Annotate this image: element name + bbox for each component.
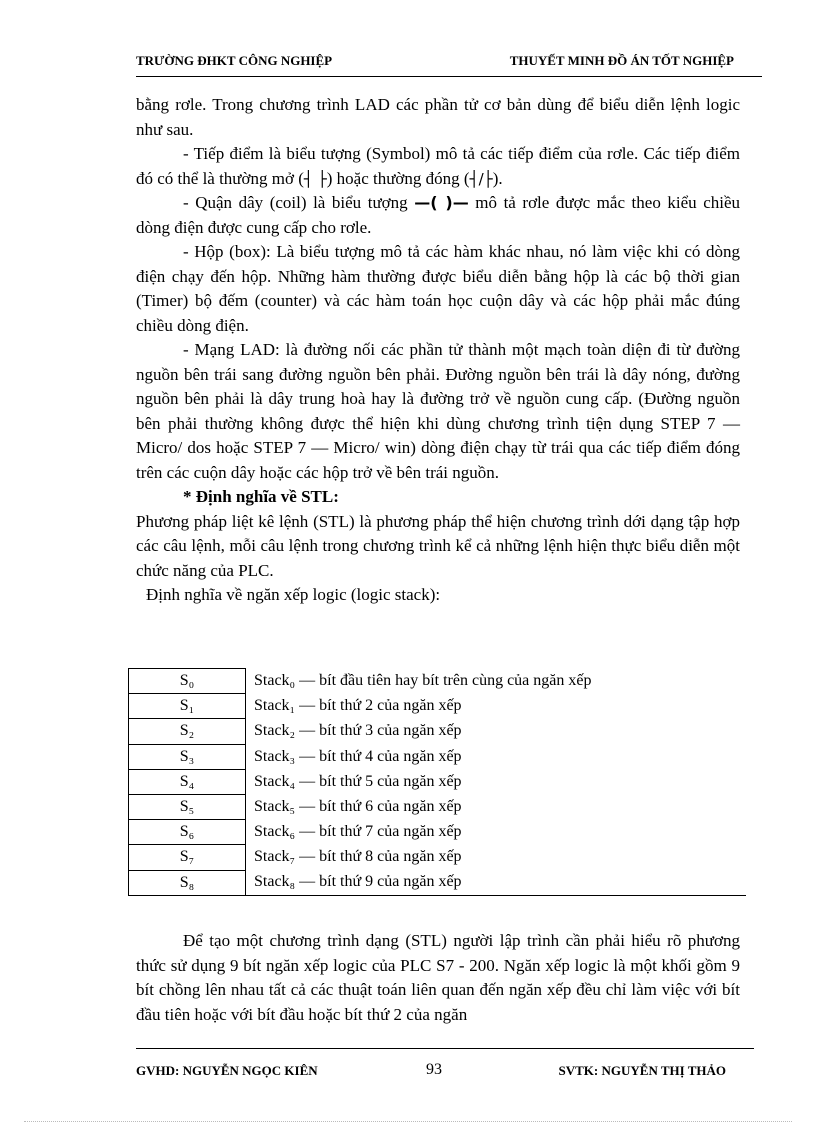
paragraph-stl: Phương pháp liệt kê lệnh (STL) là phương pháp thể hiện chương trình dới dạng tập hợp các câu lệnh, mỗi câu lệnh trong chương trình kể cả những lệnh hiện thực biểu diễn một chức năng của PLC.: [136, 511, 740, 580]
stack-register: S₀: [129, 669, 246, 694]
stack-description: Stack₄ — bít thứ 5 của ngăn xếp: [254, 772, 462, 790]
stack-description: Stack₃ — bít thứ 4 của ngăn xếp: [254, 747, 462, 765]
contact-text-a: - Tiếp điểm là biểu tượng (Symbol) mô tả các tiếp điểm của rơle. Các tiếp điểm đó có thể là thường mở (: [136, 144, 740, 188]
normally-open-contact-icon: ┤ ├: [303, 169, 327, 188]
page-footer: [136, 1048, 754, 1079]
footer-student: SVTK: NGUYỄN THỊ THẢO: [558, 1063, 726, 1078]
contact-text-b: ) hoặc thường đóng (: [326, 168, 470, 188]
paragraph-stack-usage: Để tạo một chương trình dạng (STL) người lập trình cần phải hiểu rõ phương thức sử dụng 9 bít ngăn xếp logic của PLC S7 - 200. Ngăn xếp logic là một khối gồm 9 bít chồng lên nhau tất cả các thuật toán liên quan đến ngăn xếp đều chỉ làm việc với bít đầu tiên hoặc với bít đầu hoặc bít thứ 2 của ngăn: [136, 931, 740, 1024]
stack-register: S₄: [129, 769, 246, 794]
body-text-bottom: [136, 929, 740, 1027]
paragraph-intro: bằng rơle. Trong chương trình LAD các phần tử cơ bản dùng để biểu diễn lệnh logic như sau.: [136, 95, 740, 139]
header-document-title: THUYẾT MINH ĐỒ ÁN TỐT NGHIỆP: [509, 53, 734, 68]
table-row: [129, 719, 747, 744]
stack-description: Stack₈ — bít thứ 9 của ngăn xếp: [246, 870, 747, 895]
table-row: [129, 769, 747, 794]
stack-register: S₆: [129, 820, 246, 845]
contact-text-c: ).: [492, 168, 503, 188]
stack-description: Stack₁ — bít thứ 2 của ngăn xếp: [254, 697, 462, 715]
coil-text-a: - Quận dây (coil) là biểu tượng: [183, 193, 408, 212]
header-school: TRƯỜNG ĐHKT CÔNG NGHIỆP: [136, 53, 333, 68]
paragraph-lad-network: - Mạng LAD: là đường nối các phần tử thành một mạch toàn diện đi từ đường nguồn bên trái sang đường nguồn bên phải. Đường nguồn bên trái là dây nóng, đường nguồn bên phải là dây trung hoà hay là đường trở về nguồn cung cấp. (Đường nguồn bên phải thường không được thể hiện khi dùng chương trình tiện dụng STEP 7 — Micro/ dos hoặc STEP 7 — Micro/ win) dòng điện chạy từ trái qua các tiếp điểm đóng trên các cuộn dây hoặc các hộp trở về bên trái nguồn.: [136, 340, 740, 482]
stack-register: S₂: [129, 719, 246, 744]
stack-register: S₃: [129, 744, 246, 769]
stack-register: S₇: [129, 845, 246, 870]
stack-register: S₈: [129, 870, 246, 895]
table-row: [129, 820, 747, 845]
stack-register: S₁: [129, 694, 246, 719]
coil-text-b: mô tả rơle được mắc theo kiểu chiều dòng điện được cung cấp cho rơle.: [136, 193, 741, 237]
footer-supervisor: GVHD: NGUYỄN NGỌC KIÊN: [136, 1063, 318, 1078]
normally-closed-contact-icon: ┤/├: [469, 169, 493, 188]
paragraph-coil: [136, 191, 740, 240]
coil-icon: —( )—: [414, 193, 469, 212]
stack-register: S₅: [129, 794, 246, 819]
page-header: [136, 50, 762, 77]
page-bottom-divider: [24, 1121, 792, 1122]
stack-definition-title: Định nghĩa về ngăn xếp logic (logic stack):: [146, 585, 441, 604]
table-row: [129, 870, 747, 895]
table-row: [129, 669, 747, 694]
stack-description: Stack₂ — bít thứ 3 của ngăn xếp: [254, 722, 462, 740]
stack-description: Stack₆ — bít thứ 7 của ngăn xếp: [254, 823, 462, 841]
table-row: [129, 845, 747, 870]
stack-description: Stack₅ — bít thứ 6 của ngăn xếp: [254, 798, 462, 816]
body-text-top: [136, 93, 740, 608]
paragraph-contact: [136, 142, 740, 191]
logic-stack-table: [128, 668, 746, 896]
table-row: [129, 744, 747, 769]
stack-description: Stack₇ — bít thứ 8 của ngăn xếp: [254, 848, 462, 866]
paragraph-box: - Hộp (box): Là biểu tượng mô tả các hàm khác nhau, nó làm việc khi có dòng điện chạy đến hộp. Những hàm thường được biểu diễn bằng hộp là các bộ thời gian (Timer) bộ đếm (counter) và các hàm toán học cuộn dây và các hộp phải mắc đúng chiều dòng điện.: [136, 242, 740, 335]
stl-heading: * Định nghĩa về STL:: [183, 487, 339, 506]
page-number: 93: [426, 1061, 442, 1078]
table-row: [129, 694, 747, 719]
table-row: [129, 794, 747, 819]
stack-description: Stack₀ — bít đầu tiên hay bít trên cùng của ngăn xếp: [254, 672, 592, 690]
